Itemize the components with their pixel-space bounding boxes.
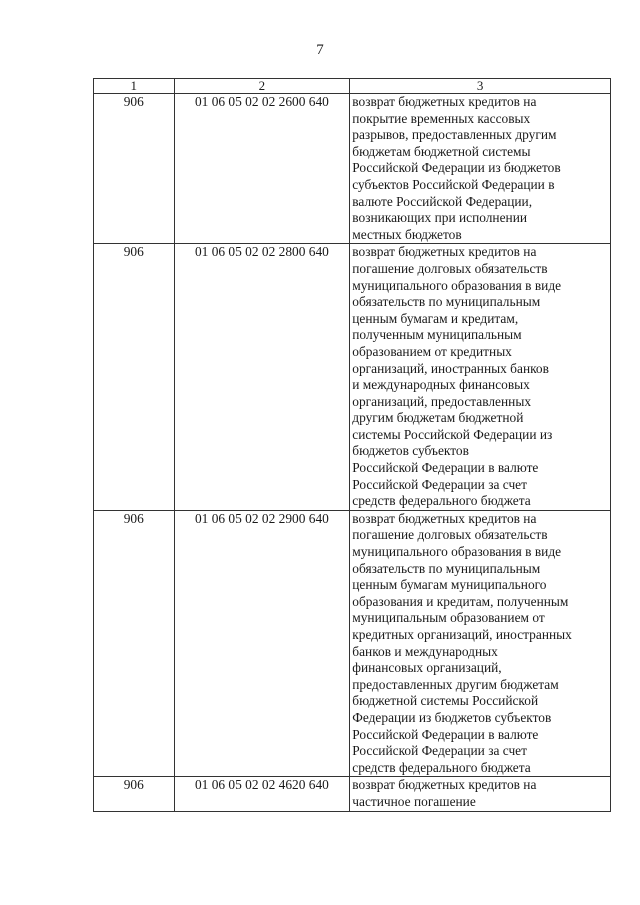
table-row xyxy=(94,244,611,511)
description-line: разрывов, предоставленных другим xyxy=(352,127,557,143)
description-line: средств федерального бюджета xyxy=(352,759,531,775)
budget-code-table xyxy=(93,78,611,812)
description-line: муниципального образования в виде xyxy=(352,277,562,293)
description-line: обязательств по муниципальным xyxy=(352,294,541,310)
description-cell xyxy=(350,244,611,511)
table-row xyxy=(94,777,611,811)
description-line: погашение долговых обязательств xyxy=(352,527,548,543)
column-header-3: 3 xyxy=(350,79,611,94)
description-line: Федерации из бюджетов субъектов xyxy=(352,709,552,725)
description-line: ценным бумагам и кредитам, xyxy=(352,310,519,326)
description-line: валюте Российской Федерации, xyxy=(352,193,533,209)
description-line: средств федерального бюджета xyxy=(352,493,531,509)
description-line: предоставленных другим бюджетам xyxy=(352,676,559,692)
budget-code-cell: 01 06 05 02 02 2900 640 xyxy=(174,510,350,777)
admin-code-cell: 906 xyxy=(94,94,175,244)
admin-code-cell: 906 xyxy=(94,510,175,777)
description-line: Российской Федерации в валюте xyxy=(352,460,539,476)
description-line: финансовых организаций, xyxy=(352,660,502,676)
description-line: Российской Федерации из бюджетов xyxy=(352,160,561,176)
description-line: возврат бюджетных кредитов на xyxy=(352,777,537,793)
description-line: банков и международных xyxy=(352,643,498,659)
description-line: обязательств по муниципальным xyxy=(352,560,541,576)
budget-code-cell: 01 06 05 02 02 2600 640 xyxy=(174,94,350,244)
column-header-1: 1 xyxy=(94,79,175,94)
description-line: покрытие временных кассовых xyxy=(352,110,531,126)
description-line: образования и кредитам, полученным xyxy=(352,593,569,609)
description-line: бюджетам бюджетной системы xyxy=(352,143,531,159)
description-line: погашение долговых обязательств xyxy=(352,260,548,276)
description-line: системы Российской Федерации из xyxy=(352,426,553,442)
page-number: 7 xyxy=(316,42,324,58)
description-line: субъектов Российской Федерации в xyxy=(352,176,555,192)
description-line: бюджетов субъектов xyxy=(352,443,469,459)
description-line: ценным бумагам муниципального xyxy=(352,577,547,593)
budget-code-cell: 01 06 05 02 02 4620 640 xyxy=(174,777,350,811)
description-cell xyxy=(350,94,611,244)
description-line: и международных финансовых xyxy=(352,377,530,393)
description-line: бюджетной системы Российской xyxy=(352,693,539,709)
description-line: Российской Федерации за счет xyxy=(352,743,527,759)
description-line: возникающих при исполнении xyxy=(352,210,528,226)
description-line: муниципальным образованием от xyxy=(352,610,545,626)
description-line: организаций, иностранных банков xyxy=(352,360,549,376)
description-line: Российской Федерации в валюте xyxy=(352,726,539,742)
description-line: другим бюджетам бюджетной xyxy=(352,410,524,426)
description-line: возврат бюджетных кредитов на xyxy=(352,244,537,260)
description-line: Российской Федерации за счет xyxy=(352,476,527,492)
description-line: образованием от кредитных xyxy=(352,343,512,359)
description-line: возврат бюджетных кредитов на xyxy=(352,94,537,109)
budget-code-cell: 01 06 05 02 02 2800 640 xyxy=(174,244,350,511)
description-line: местных бюджетов xyxy=(352,226,462,242)
header-row xyxy=(94,79,611,94)
admin-code-cell: 906 xyxy=(94,777,175,811)
description-line: частичное погашение xyxy=(352,793,476,809)
table-row xyxy=(94,94,611,244)
description-cell xyxy=(350,777,611,811)
table-row xyxy=(94,510,611,777)
description-line: полученным муниципальным xyxy=(352,327,522,343)
admin-code-cell: 906 xyxy=(94,244,175,511)
description-line: кредитных организаций, иностранных xyxy=(352,627,572,642)
column-header-2: 2 xyxy=(174,79,350,94)
description-line: муниципального образования в виде xyxy=(352,544,562,560)
description-line: возврат бюджетных кредитов на xyxy=(352,510,537,526)
description-cell xyxy=(350,510,611,777)
description-line: организаций, предоставленных xyxy=(352,393,532,409)
